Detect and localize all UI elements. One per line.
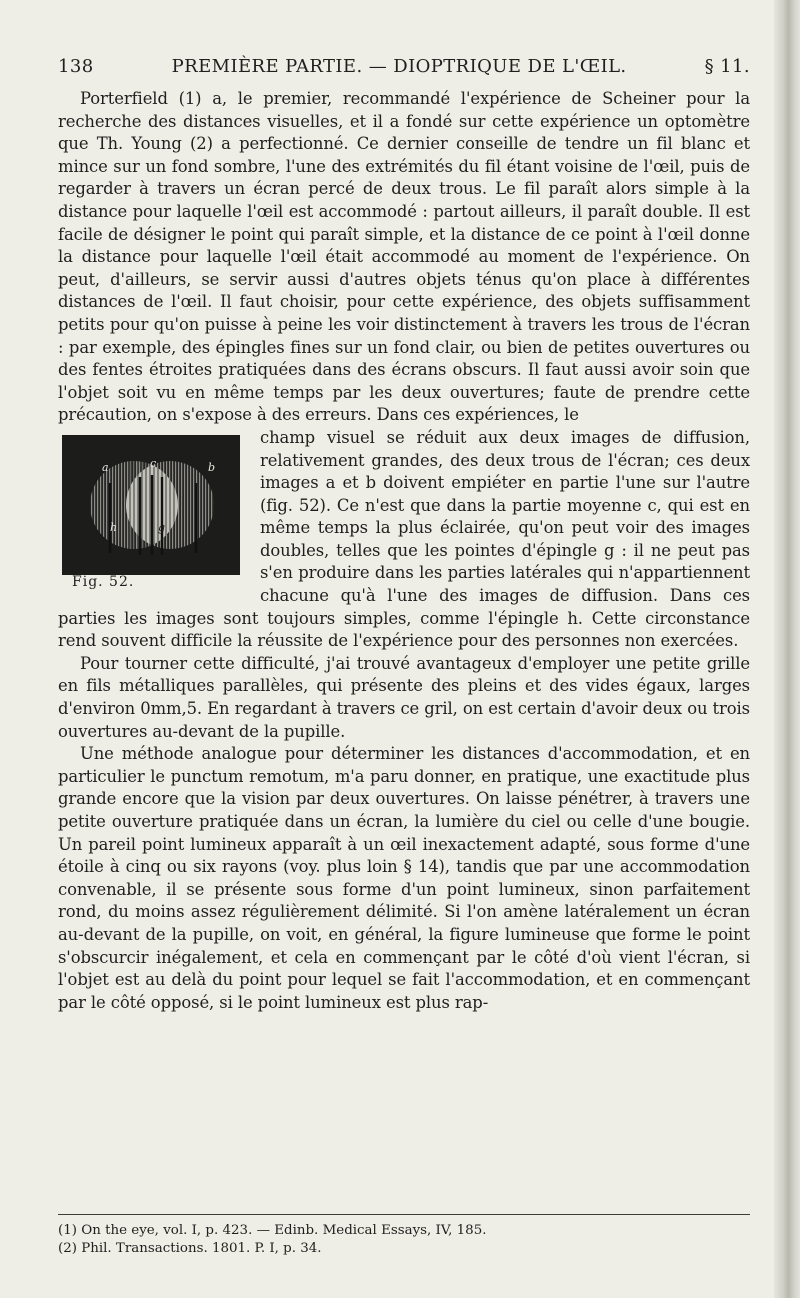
figure-label-a: a: [102, 460, 109, 474]
paragraph-grille: Pour tourner cette difficulté, j'ai trouvé avantageux d'employer une petite grille en fils métalliques parallèles, qui présente des pleins et des vides égaux, larges d'environ 0mm,5. En regardant à travers ce gril, on est certain d'avoir deux ou trois ouvertures au-devant de la pupille.: [58, 653, 750, 741]
page-edge-shadow: [774, 0, 800, 1298]
figure-label-h: h: [110, 520, 117, 534]
footnote-1: (1) On the eye, vol. I, p. 423. — Edinb. Medical Essays, IV, 185.: [58, 1223, 487, 1238]
figure-52: [58, 427, 248, 599]
book-page: [58, 56, 750, 1014]
paragraph-porterfield: Porterfield (1) a, le premier, recommandé l'expérience de Scheiner pour la recherche des distances visuelles, et il a fondé sur cette expérience un optomètre que Th. Young (2) a perfectionné. Ce dernier conseille de tendre un fil blanc et mince sur un fond sombre, l'une des extrémités du fil étant voisine de l'œil, puis de regarder à travers un écran percé de deux trous. Le fil paraît alors simple à la distance pour laquelle l'œil est accommodé : partout ailleurs, il paraît double. Il est facile de désigner le point qui paraît simple, et la distance de ce point à l'œil donne la distance pour laquelle l'œil était accommodé au moment de l'expérience. On peut, d'ailleurs, se servir aussi d'autres objets ténus qu'on place à différentes distances de l'œil. Il faut choisir, pour cette expérience, des objets suffisamment petits pour qu'on puisse à peine les voir distinctement à travers les trous de l'écran : par exemple, des épingles fines sur un fond clair, ou bien de petites ouvertures ou des fentes étroites pratiquées dans des écrans obscurs. Il faut aussi avoir soin que l'objet soit vu en même temps par les deux ouvertures; faute de prendre cette précaution, on s'expose à des erreurs. Dans ces expériences, le: [58, 89, 750, 425]
figure-label-c: c: [150, 456, 157, 470]
body-text: [58, 88, 750, 1014]
section-number: § 11.: [704, 56, 750, 77]
page-number: 138: [58, 56, 94, 77]
figure-label-b: b: [208, 460, 215, 474]
footnote-2: (2) Phil. Transactions. 1801. P. I, p. 34.: [58, 1241, 322, 1256]
figure-caption: Fig. 52.: [72, 573, 135, 590]
paragraph-punctum-remotum: Une méthode analogue pour déterminer les distances d'accommodation, et en particulier le punctum remotum, m'a paru donner, en pratique, une exactitude plus grande encore que la vision par deux ouvertures. On laisse pénétrer, à travers une petite ouverture pratiquée dans un écran, la lumière du ciel ou celle d'une bougie. Un pareil point lumineux apparaît à un œil inexactement adapté, sous forme d'une étoile à cinq ou six rayons (voy. plus loin § 14), tandis que par une accommodation convenable, il se présente sous forme d'un point lumineux, sinon parfaitement rond, du moins assez régulièrement délimité. Si l'on amène latéralement un écran au-devant de la pupille, on voit, en général, la figure lumineuse que forme le point s'obscurcir inégalement, et cela en commençant par le côté d'où vient l'écran, si l'objet est au delà du point pour lequel se fait l'accommodation, et en commençant par le côté opposé, si le point lumineux est plus rap-: [58, 744, 750, 1012]
running-header: [58, 56, 750, 82]
paragraph-diffusion-images: champ visuel se réduit aux deux images de diffusion, relativement grandes, des deux trous de l'écran; ces deux images a et b doivent empiéter en partie l'une sur l'autre (fig. 52). Ce n'est que dans la partie moyenne c, qui est en même temps la plus éclairée, qu'on peut voir des images doubles, telles que les pointes d'épingle g : il ne peut pas s'en produire dans les parties latérales qui n'appartiennent chacune qu'à l'une des images de diffusion. Dans ces parties les images sont toujours simples, comme l'épingle h. Cette circonstance rend souvent difficile la réussite de l'expérience pour des personnes non exercées.: [58, 427, 750, 651]
footnotes: [58, 1222, 750, 1258]
diffusion-images-illustration: [58, 427, 248, 577]
footnote-rule: [58, 1214, 750, 1215]
running-title: PREMIÈRE PARTIE. — DIOPTRIQUE DE L'ŒIL.: [171, 56, 627, 77]
figure-label-g: g: [158, 520, 165, 534]
